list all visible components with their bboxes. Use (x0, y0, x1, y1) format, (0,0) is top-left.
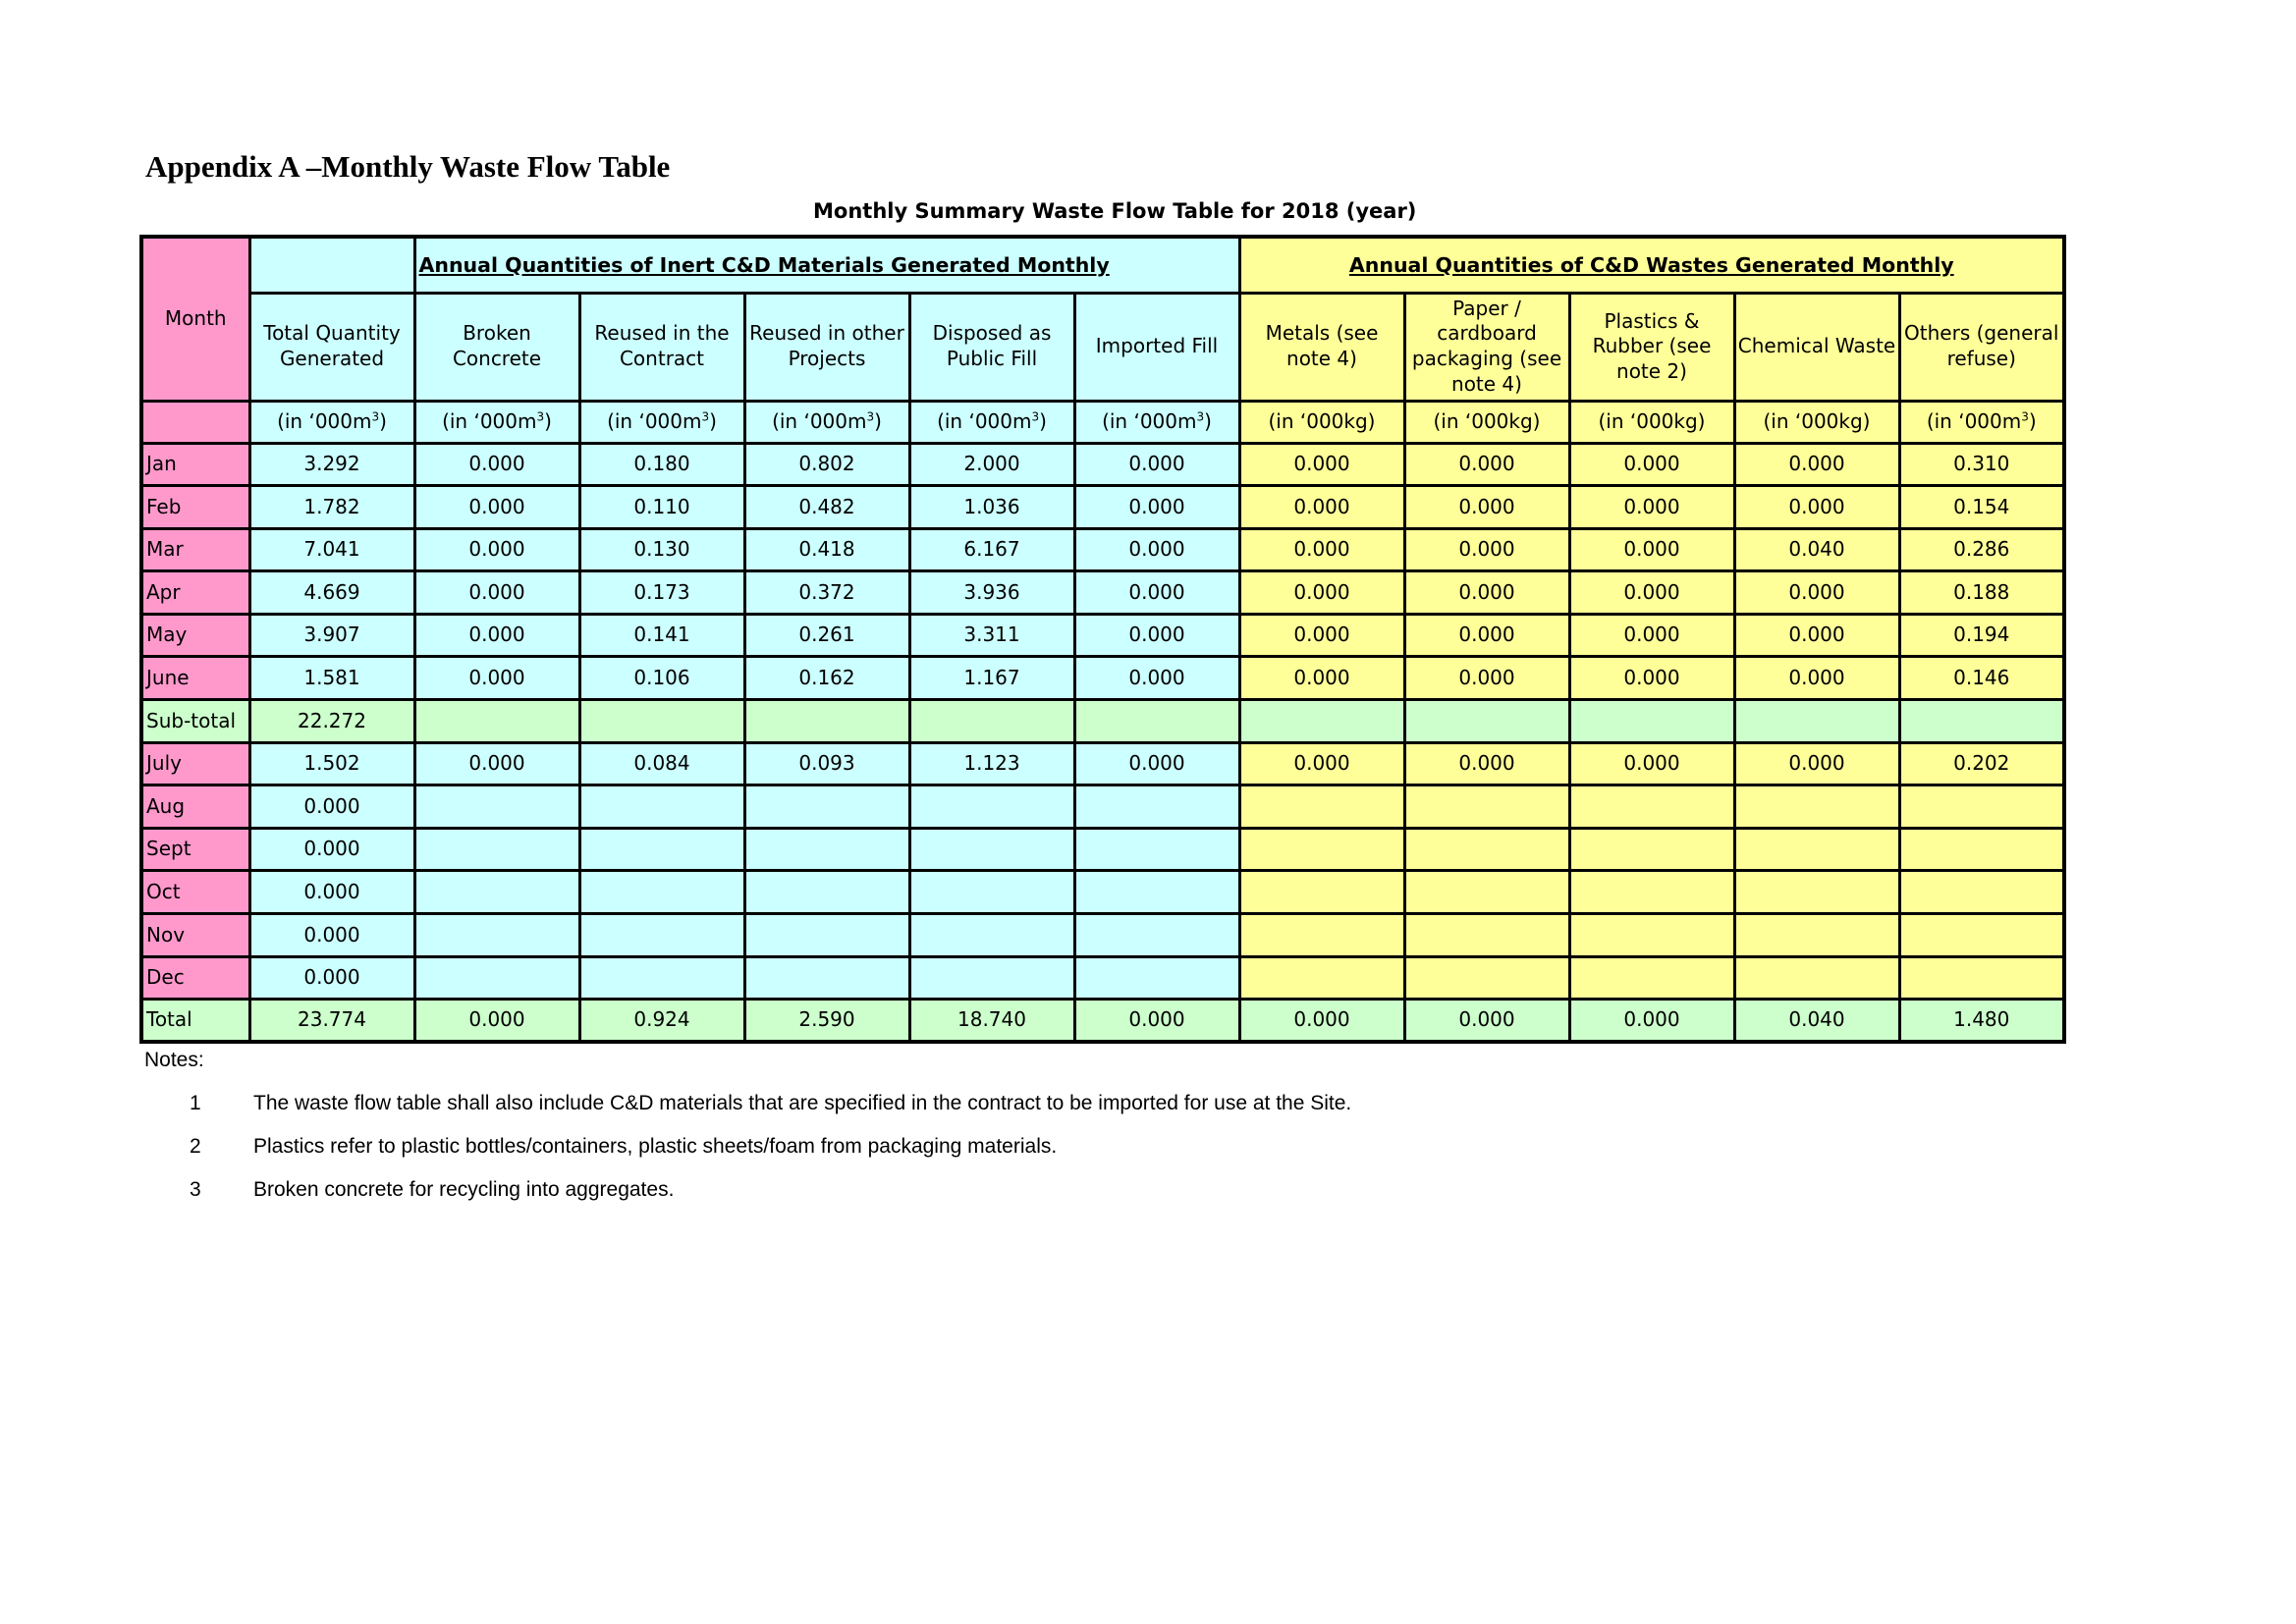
table-cell (1734, 828, 1899, 871)
column-header-8: Plastics & Rubber (see note 2) (1569, 293, 1734, 401)
row-label: Sub-total (141, 700, 249, 743)
unit-suffix: ) (379, 408, 387, 433)
table-cell: 0.000 (1074, 1000, 1239, 1043)
table-row (141, 486, 2064, 529)
row-label: Nov (141, 914, 249, 957)
table-cell: 0.000 (1404, 1000, 1569, 1043)
table-cell (414, 828, 579, 871)
unit-text: (in ‘000m (277, 408, 372, 433)
table-cell: 0.000 (1734, 486, 1899, 529)
table-cell: 0.000 (1239, 486, 1404, 529)
table-cell: 0.000 (1734, 657, 1899, 700)
table-cell (1569, 956, 1734, 1000)
table-cell (1074, 871, 1239, 914)
unit-text: (in ‘000kg) (1433, 408, 1541, 433)
table-cell (1404, 914, 1569, 957)
table-cell: 6.167 (909, 528, 1074, 571)
table-cell (1569, 785, 1734, 829)
table-cell: 0.000 (1569, 486, 1734, 529)
table-cell (744, 914, 909, 957)
waste-flow-table (139, 235, 2066, 1044)
row-label: July (141, 742, 249, 785)
table-cell: 0.093 (744, 742, 909, 785)
column-label-row (141, 293, 2064, 401)
table-cell (1404, 956, 1569, 1000)
table-cell: 0.000 (249, 956, 414, 1000)
table-row (141, 657, 2064, 700)
column-unit-3 (744, 401, 909, 443)
column-header-7: Paper / cardboard packaging (see note 4) (1404, 293, 1569, 401)
table-cell: 0.372 (744, 571, 909, 615)
group-header-row (141, 237, 2064, 293)
table-cell: 1.581 (249, 657, 414, 700)
column-header-2: Reused in the Contract (579, 293, 744, 401)
table-cell: 0.000 (1239, 1000, 1404, 1043)
row-label: May (141, 614, 249, 657)
unit-text: (in ‘000m (772, 408, 867, 433)
unit-text: (in ‘000m (1102, 408, 1197, 433)
table-cell (414, 700, 579, 743)
table-cell (1239, 956, 1404, 1000)
table-cell: 0.924 (579, 1000, 744, 1043)
note-text: Plastics refer to plastic bottles/containers, plastic sheets/foam from packaging materials. (253, 1135, 1058, 1158)
table-cell (1239, 785, 1404, 829)
table-cell: 0.000 (1404, 486, 1569, 529)
table-cell (1569, 914, 1734, 957)
table-cell: 1.782 (249, 486, 414, 529)
table-cell: 0.000 (1074, 486, 1239, 529)
column-unit-0 (249, 401, 414, 443)
table-cell: 0.000 (1404, 614, 1569, 657)
row-label: Dec (141, 956, 249, 1000)
unit-suffix: ) (544, 408, 552, 433)
table-cell: 0.000 (1239, 571, 1404, 615)
table-cell (909, 914, 1074, 957)
table-cell (1404, 785, 1569, 829)
table-cell: 0.000 (249, 828, 414, 871)
table-title: Monthly Summary Waste Flow Table for 2018 (year) (813, 199, 1417, 223)
table-cell: 4.669 (249, 571, 414, 615)
unit-suffix: ) (2028, 408, 2037, 433)
table-cell: 0.188 (1899, 571, 2064, 615)
table-cell: 0.000 (1734, 742, 1899, 785)
row-label: Jan (141, 443, 249, 486)
unit-text: (in ‘000kg) (1268, 408, 1376, 433)
table-cell: 0.194 (1899, 614, 2064, 657)
table-cell: 3.936 (909, 571, 1074, 615)
column-unit-8 (1569, 401, 1734, 443)
wastes-group-header: Annual Quantities of C&D Wastes Generated Monthly (1239, 237, 2064, 293)
table-cell (1899, 871, 2064, 914)
table-cell: 23.774 (249, 1000, 414, 1043)
unit-superscript: 3 (1196, 409, 1205, 424)
appendix-title: Appendix A –Monthly Waste Flow Table (145, 149, 671, 184)
table-cell: 0.084 (579, 742, 744, 785)
row-label: Feb (141, 486, 249, 529)
table-cell (1569, 828, 1734, 871)
unit-text: (in ‘000m (607, 408, 702, 433)
table-cell: 0.000 (1239, 614, 1404, 657)
table-cell: 1.123 (909, 742, 1074, 785)
table-cell: 0.180 (579, 443, 744, 486)
table-cell (414, 956, 579, 1000)
table-cell (744, 700, 909, 743)
unit-superscript: 3 (1031, 409, 1040, 424)
table-cell (1569, 871, 1734, 914)
row-label: Aug (141, 785, 249, 829)
row-label: Mar (141, 528, 249, 571)
inert-group-header: Annual Quantities of Inert C&D Materials Generated Monthly (414, 237, 1239, 293)
table-cell: 0.000 (1404, 742, 1569, 785)
table-cell (1239, 828, 1404, 871)
table-cell (1899, 785, 2064, 829)
table-cell: 0.000 (249, 871, 414, 914)
column-unit-2 (579, 401, 744, 443)
unit-blank-cell (141, 401, 249, 443)
table-cell: 0.286 (1899, 528, 2064, 571)
table-cell (1074, 828, 1239, 871)
table-cell: 0.482 (744, 486, 909, 529)
table-cell (1569, 700, 1734, 743)
column-unit-7 (1404, 401, 1569, 443)
column-unit-1 (414, 401, 579, 443)
table-row (141, 571, 2064, 615)
table-cell (744, 785, 909, 829)
table-cell: 0.000 (1074, 614, 1239, 657)
table-cell: 7.041 (249, 528, 414, 571)
table-cell: 0.000 (1734, 571, 1899, 615)
column-unit-6 (1239, 401, 1404, 443)
table-row (141, 956, 2064, 1000)
note-text: Broken concrete for recycling into aggregates. (253, 1178, 675, 1201)
unit-superscript: 3 (536, 409, 545, 424)
table-cell: 2.000 (909, 443, 1074, 486)
table-cell: 0.000 (249, 914, 414, 957)
table-cell: 0.162 (744, 657, 909, 700)
note-number: 3 (190, 1178, 201, 1201)
table-cell: 0.000 (1734, 443, 1899, 486)
table-cell (909, 785, 1074, 829)
column-header-3: Reused in other Projects (744, 293, 909, 401)
table-row (141, 785, 2064, 829)
table-row (141, 871, 2064, 914)
unit-suffix: ) (1039, 408, 1047, 433)
notes-label: Notes: (144, 1049, 204, 1071)
table-cell (1074, 785, 1239, 829)
table-cell: 0.000 (1239, 657, 1404, 700)
table-cell: 0.000 (1569, 443, 1734, 486)
unit-text: (in ‘000kg) (1598, 408, 1706, 433)
table-cell (909, 828, 1074, 871)
table-row (141, 700, 2064, 743)
table-cell: 22.272 (249, 700, 414, 743)
unit-row (141, 401, 2064, 443)
unit-text: (in ‘000kg) (1763, 408, 1871, 433)
table-cell: 0.141 (579, 614, 744, 657)
table-cell: 0.000 (1569, 571, 1734, 615)
table-cell (1239, 914, 1404, 957)
table-cell: 0.000 (1074, 571, 1239, 615)
table-cell: 0.000 (1569, 742, 1734, 785)
table-cell (1734, 914, 1899, 957)
table-cell (1899, 700, 2064, 743)
table-cell: 3.311 (909, 614, 1074, 657)
table-cell: 0.000 (414, 1000, 579, 1043)
table-cell (1734, 700, 1899, 743)
unit-superscript: 3 (866, 409, 875, 424)
table-cell (579, 700, 744, 743)
table-row (141, 828, 2064, 871)
table-cell: 0.000 (1404, 443, 1569, 486)
unit-superscript: 3 (2021, 409, 2029, 424)
table-cell (1899, 956, 2064, 1000)
table-cell: 0.000 (1074, 742, 1239, 785)
table-cell: 0.146 (1899, 657, 2064, 700)
table-cell: 0.418 (744, 528, 909, 571)
unit-suffix: ) (874, 408, 882, 433)
column-header-10: Others (general refuse) (1899, 293, 2064, 401)
row-label: Oct (141, 871, 249, 914)
unit-suffix: ) (1204, 408, 1212, 433)
column-unit-4 (909, 401, 1074, 443)
table-cell: 18.740 (909, 1000, 1074, 1043)
table-cell: 0.000 (1239, 742, 1404, 785)
table-row (141, 443, 2064, 486)
table-cell (744, 828, 909, 871)
table-cell: 0.000 (414, 742, 579, 785)
table-cell (579, 914, 744, 957)
table-cell: 0.310 (1899, 443, 2064, 486)
row-label: Apr (141, 571, 249, 615)
table-cell: 0.000 (1404, 657, 1569, 700)
table-cell (744, 956, 909, 1000)
table-cell (744, 871, 909, 914)
blank-header-cell (249, 237, 414, 293)
table-row (141, 528, 2064, 571)
column-unit-5 (1074, 401, 1239, 443)
table-cell: 0.000 (249, 785, 414, 829)
table-cell (414, 785, 579, 829)
note-number: 2 (190, 1135, 201, 1158)
column-unit-9 (1734, 401, 1899, 443)
table-cell (909, 700, 1074, 743)
table-cell: 0.110 (579, 486, 744, 529)
unit-text: (in ‘000m (1926, 408, 2022, 433)
table-cell: 1.167 (909, 657, 1074, 700)
column-header-5: Imported Fill (1074, 293, 1239, 401)
table-cell: 0.000 (414, 443, 579, 486)
table-cell: 0.000 (1404, 528, 1569, 571)
table-cell (579, 828, 744, 871)
table-cell: 0.000 (1569, 657, 1734, 700)
table-row (141, 742, 2064, 785)
table-cell: 3.907 (249, 614, 414, 657)
unit-superscript: 3 (701, 409, 710, 424)
table-cell: 0.000 (1404, 571, 1569, 615)
unit-text: (in ‘000m (442, 408, 537, 433)
table-cell (1074, 700, 1239, 743)
table-cell: 0.000 (414, 528, 579, 571)
column-header-4: Disposed as Public Fill (909, 293, 1074, 401)
table-cell: 0.000 (414, 657, 579, 700)
table-cell: 3.292 (249, 443, 414, 486)
table-cell (579, 871, 744, 914)
table-cell (1074, 914, 1239, 957)
month-header: Month (141, 237, 249, 401)
column-header-0: Total Quantity Generated (249, 293, 414, 401)
table-cell: 0.040 (1734, 528, 1899, 571)
unit-superscript: 3 (371, 409, 380, 424)
column-unit-10 (1899, 401, 2064, 443)
table-row (141, 914, 2064, 957)
table-cell (1239, 700, 1404, 743)
table-cell: 0.000 (1239, 528, 1404, 571)
table-cell (1404, 700, 1569, 743)
table-cell: 0.000 (1569, 528, 1734, 571)
table-cell: 0.000 (1074, 443, 1239, 486)
table-cell: 0.000 (414, 614, 579, 657)
table-cell (1404, 828, 1569, 871)
unit-suffix: ) (709, 408, 717, 433)
table-cell (579, 785, 744, 829)
table-cell (579, 956, 744, 1000)
table-cell (1734, 956, 1899, 1000)
table-cell (909, 871, 1074, 914)
table-cell: 0.154 (1899, 486, 2064, 529)
table-cell: 1.502 (249, 742, 414, 785)
table-cell: 0.000 (1074, 528, 1239, 571)
table-cell: 2.590 (744, 1000, 909, 1043)
table-cell (414, 871, 579, 914)
table-cell: 0.130 (579, 528, 744, 571)
table-cell (1899, 914, 2064, 957)
table-cell (1899, 828, 2064, 871)
table-cell: 0.000 (1239, 443, 1404, 486)
table-cell: 0.802 (744, 443, 909, 486)
table-cell (1734, 871, 1899, 914)
row-label: June (141, 657, 249, 700)
table-cell (414, 914, 579, 957)
column-header-9: Chemical Waste (1734, 293, 1899, 401)
table-cell: 0.000 (414, 571, 579, 615)
note-text: The waste flow table shall also include C&D materials that are specified in the contract to be imported for use at the Site. (253, 1092, 1352, 1114)
table-row (141, 614, 2064, 657)
table-cell: 0.106 (579, 657, 744, 700)
table-cell (1734, 785, 1899, 829)
table-cell: 0.000 (1734, 614, 1899, 657)
column-header-6: Metals (see note 4) (1239, 293, 1404, 401)
table-cell: 0.202 (1899, 742, 2064, 785)
table-cell: 0.261 (744, 614, 909, 657)
table-cell: 0.173 (579, 571, 744, 615)
unit-text: (in ‘000m (937, 408, 1032, 433)
column-header-1: Broken Concrete (414, 293, 579, 401)
table-cell: 0.000 (1569, 614, 1734, 657)
row-label: Total (141, 1000, 249, 1043)
table-cell (1239, 871, 1404, 914)
table-cell: 0.040 (1734, 1000, 1899, 1043)
table-cell: 0.000 (414, 486, 579, 529)
table-cell (1404, 871, 1569, 914)
table-row (141, 1000, 2064, 1043)
table-cell: 0.000 (1569, 1000, 1734, 1043)
row-label: Sept (141, 828, 249, 871)
table-cell (1074, 956, 1239, 1000)
table-cell (909, 956, 1074, 1000)
table-cell: 1.480 (1899, 1000, 2064, 1043)
note-number: 1 (190, 1092, 201, 1114)
table-cell: 1.036 (909, 486, 1074, 529)
table-cell: 0.000 (1074, 657, 1239, 700)
